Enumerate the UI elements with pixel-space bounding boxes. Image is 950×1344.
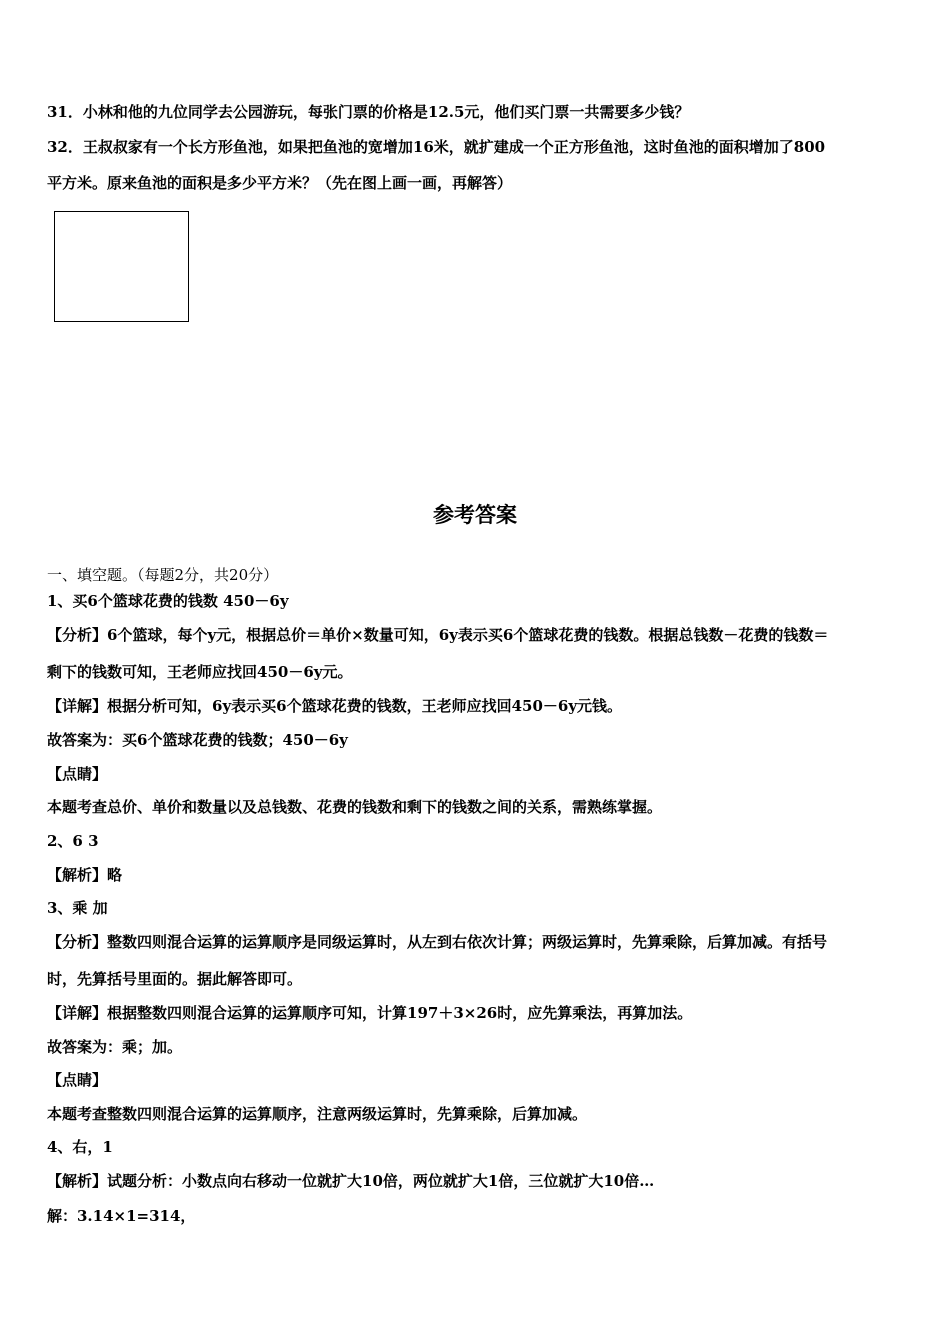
answer-3-analysis-1: 【分析】整数四则混合运算的运算顺序是同级运算时，从左到右依次计算；两级运算时，先算乘除，后算加减。有括号 <box>47 933 828 951</box>
answer-title: 参考答案 <box>433 503 517 527</box>
answer-4-jiexi: 【解析】试题分析：小数点向右移动一位就扩大10倍，两位就扩大1倍，三位就扩大10倍… <box>47 1172 655 1190</box>
answer-2-head: 2、6 3 <box>47 832 99 850</box>
answer-3-point-label: 【点睛】 <box>47 1071 108 1089</box>
answer-1-point: 本题考查总价、单价和数量以及总钱数、花费的钱数和剩下的钱数之间的关系，需熟练掌握。 <box>47 798 663 816</box>
question-32-line-2: 平方米。原来鱼池的面积是多少平方米？（先在图上画一画，再解答） <box>47 174 513 192</box>
question-32-line-1: 32．王叔叔家有一个长方形鱼池，如果把鱼池的宽增加16米，就扩建成一个正方形鱼池，这时鱼池的面积增加了800 <box>47 138 826 156</box>
answer-3-head: 3、乘 加 <box>47 899 108 917</box>
question-31: 31．小林和他的九位同学去公园游玩，每张门票的价格是12.5元，他们买门票一共需要多少钱？ <box>47 103 690 121</box>
answer-1-analysis-1: 【分析】6个篮球，每个y元，根据总价＝单价×数量可知，6y表示买6个篮球花费的钱数。根据总钱数－花费的钱数＝ <box>47 626 829 644</box>
answer-1-result: 故答案为：买6个篮球花费的钱数；450－6y <box>47 731 348 749</box>
answer-3-analysis-2: 时，先算括号里面的。据此解答即可。 <box>47 970 303 988</box>
answer-4-head: 4、右，1 <box>47 1138 113 1156</box>
answer-3-detail: 【详解】根据整数四则混合运算的运算顺序可知，计算197＋3×26时，应先算乘法，再算加法。 <box>47 1004 693 1022</box>
answer-1-head: 1、买6个篮球花费的钱数 450－6y <box>47 592 289 610</box>
answer-2-jiexi: 【解析】略 <box>47 866 123 884</box>
answer-1-analysis-2: 剩下的钱数可知，王老师应找回450－6y元。 <box>47 663 353 681</box>
section-heading: 一、填空题。（每题2分，共20分） <box>47 566 279 584</box>
answer-4-solve: 解：3.14×1=314， <box>47 1207 196 1225</box>
drawing-box <box>54 211 189 322</box>
answer-3-point: 本题考查整数四则混合运算的运算顺序，注意两级运算时，先算乘除，后算加减。 <box>47 1105 588 1123</box>
answer-1-detail: 【详解】根据分析可知，6y表示买6个篮球花费的钱数，王老师应找回450－6y元钱。 <box>47 697 623 715</box>
answer-3-result: 故答案为：乘；加。 <box>47 1038 183 1056</box>
answer-1-point-label: 【点睛】 <box>47 765 108 783</box>
